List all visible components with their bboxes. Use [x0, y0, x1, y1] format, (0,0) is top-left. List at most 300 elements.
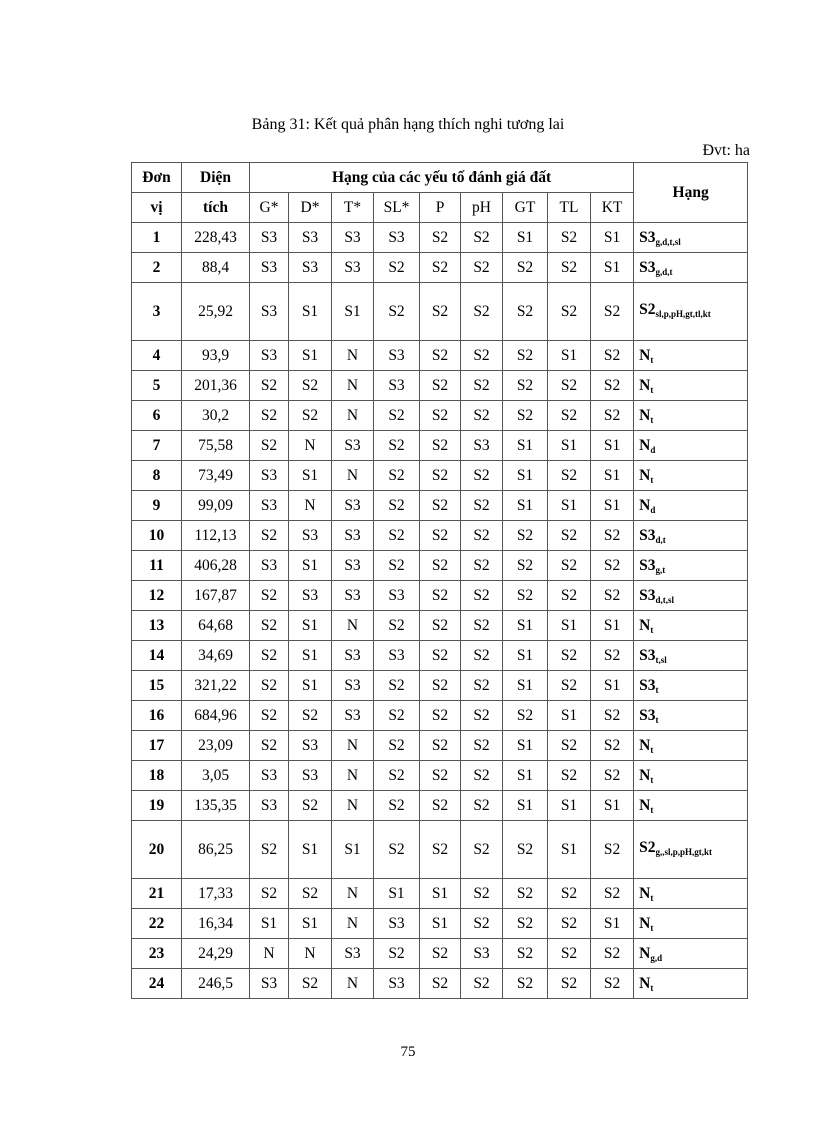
factor-cell: S2 — [591, 731, 634, 761]
factor-cell: S3 — [374, 341, 420, 371]
factor-cell: S2 — [374, 431, 420, 461]
unit-id-cell: 18 — [132, 761, 182, 791]
factor-cell: S2 — [289, 791, 332, 821]
factor-cell: S3 — [332, 223, 374, 253]
factor-cell: S2 — [289, 701, 332, 731]
unit-id-cell: 1 — [132, 223, 182, 253]
factor-cell: S2 — [591, 761, 634, 791]
table-row — [132, 879, 748, 909]
factor-cell: S2 — [548, 731, 591, 761]
rank-limiting-factors: d,t,sl — [655, 594, 674, 605]
rank-limiting-factors: sl,p,pH,gt,tl,kt — [655, 308, 711, 319]
factor-cell: S1 — [503, 641, 548, 671]
factor-cell: S2 — [374, 939, 420, 969]
rank-class: S2 — [639, 838, 656, 856]
table-row — [132, 939, 748, 969]
area-cell: 3,05 — [182, 761, 250, 791]
table-row — [132, 551, 748, 581]
factor-cell: S3 — [289, 731, 332, 761]
factor-cell: S1 — [503, 611, 548, 641]
factor-cell: N — [332, 879, 374, 909]
factor-cell: S3 — [250, 551, 289, 581]
rank-class: S3 — [639, 706, 656, 724]
factor-cell: S1 — [548, 821, 591, 879]
unit-id-cell: 17 — [132, 731, 182, 761]
factor-cell: S1 — [503, 731, 548, 761]
factor-cell: S3 — [332, 701, 374, 731]
unit-id-cell: 19 — [132, 791, 182, 821]
factor-cell: S3 — [332, 521, 374, 551]
factor-cell: S2 — [420, 671, 461, 701]
factor-cell: S2 — [461, 761, 503, 791]
header-row-1 — [132, 163, 748, 193]
rank-cell — [634, 939, 748, 969]
factor-cell: S2 — [591, 581, 634, 611]
factor-cell: N — [332, 969, 374, 999]
factor-cell: S2 — [591, 521, 634, 551]
page-number: 75 — [400, 1044, 416, 1060]
factor-cell: S2 — [461, 791, 503, 821]
area-cell: 16,34 — [182, 909, 250, 939]
factor-cell: S1 — [374, 879, 420, 909]
factor-cell: S2 — [591, 939, 634, 969]
unit-header-cont: vị — [132, 193, 182, 223]
rank-cell — [634, 641, 748, 671]
factor-cell: S2 — [374, 761, 420, 791]
factor-cell: S3 — [374, 581, 420, 611]
factor-cell: S2 — [503, 521, 548, 551]
factor-cell: S2 — [548, 641, 591, 671]
area-cell: 24,29 — [182, 939, 250, 969]
factor-cell: N — [332, 341, 374, 371]
factor-cell: S2 — [461, 909, 503, 939]
factor-cell: S1 — [548, 791, 591, 821]
rank-limiting-factors: t — [650, 774, 654, 785]
factor-cell: S1 — [503, 761, 548, 791]
unit-id-cell: 20 — [132, 821, 182, 879]
rank-limiting-factors: t — [650, 474, 654, 485]
factor-cell: S3 — [332, 431, 374, 461]
factor-cell: S2 — [503, 909, 548, 939]
rank-limiting-factors: t — [650, 982, 654, 993]
unit-id-cell: 14 — [132, 641, 182, 671]
factor-cell: S2 — [461, 491, 503, 521]
factor-cell: S2 — [461, 371, 503, 401]
factor-cell: S2 — [548, 551, 591, 581]
factor-cell: S1 — [503, 671, 548, 701]
factor-cell: S3 — [374, 223, 420, 253]
factor-cell: S1 — [289, 671, 332, 701]
factor-cell: S2 — [461, 223, 503, 253]
rank-cell — [634, 879, 748, 909]
rank-limiting-factors: t — [650, 384, 654, 395]
factor-cell: S2 — [420, 939, 461, 969]
factor-cell: S2 — [461, 521, 503, 551]
factor-cell: S2 — [461, 969, 503, 999]
rank-class: N — [639, 436, 651, 454]
rank-limiting-factors: g,d — [650, 952, 663, 963]
area-cell: 228,43 — [182, 223, 250, 253]
table-row — [132, 283, 748, 341]
area-cell: 167,87 — [182, 581, 250, 611]
rank-class: S3 — [639, 646, 656, 664]
factor-cell: N — [332, 401, 374, 431]
rank-cell — [634, 521, 748, 551]
rank-class: N — [639, 496, 651, 514]
table-row — [132, 461, 748, 491]
factor-cell: S2 — [289, 401, 332, 431]
table-row — [132, 521, 748, 551]
rank-cell — [634, 283, 748, 341]
rank-limiting-factors: g,t — [655, 564, 666, 575]
area-cell: 112,13 — [182, 521, 250, 551]
factor-cell: S1 — [289, 821, 332, 879]
unit-id-cell: 2 — [132, 253, 182, 283]
factor-cell: S2 — [374, 701, 420, 731]
unit-id-cell: 21 — [132, 879, 182, 909]
factor-cell: N — [289, 939, 332, 969]
rank-limiting-factors: t — [650, 922, 654, 933]
area-cell: 684,96 — [182, 701, 250, 731]
unit-id-cell: 23 — [132, 939, 182, 969]
factor-cell: N — [332, 909, 374, 939]
factor-cell: S2 — [503, 879, 548, 909]
factor-cell: S2 — [374, 731, 420, 761]
rank-limiting-factors: t,sl — [655, 654, 667, 665]
factor-cell: S1 — [591, 611, 634, 641]
factor-cell: S2 — [503, 939, 548, 969]
rank-class: S3 — [639, 258, 656, 276]
unit-id-cell: 3 — [132, 283, 182, 341]
factor-cell: S2 — [420, 701, 461, 731]
rank-class: S2 — [639, 300, 656, 318]
factor-cell: S2 — [461, 611, 503, 641]
factor-cell: S1 — [591, 223, 634, 253]
factor-cell: S3 — [374, 641, 420, 671]
factor-cell: N — [289, 491, 332, 521]
rank-cell — [634, 909, 748, 939]
rank-class: N — [639, 346, 651, 364]
factor-cell: S3 — [250, 223, 289, 253]
factor-cell: S3 — [289, 521, 332, 551]
rank-cell — [634, 461, 748, 491]
rank-class: S3 — [639, 586, 656, 604]
table-row — [132, 731, 748, 761]
factor-cell: S2 — [420, 431, 461, 461]
table-row — [132, 223, 748, 253]
rank-cell — [634, 223, 748, 253]
rank-class: S3 — [639, 526, 656, 544]
factor-cell: S2 — [548, 671, 591, 701]
factor-cell: S2 — [548, 253, 591, 283]
factor-cell: S2 — [503, 701, 548, 731]
factor-cell: S2 — [250, 821, 289, 879]
rank-limiting-factors: g,,sl,p,pH,gt,kt — [655, 846, 712, 857]
factor-cell: S1 — [289, 461, 332, 491]
factor-cell: S2 — [548, 909, 591, 939]
factor-cell: S2 — [250, 879, 289, 909]
rank-class: N — [639, 914, 651, 932]
factors-header: Hạng của các yếu tố đánh giá đất — [250, 163, 634, 193]
table-row — [132, 581, 748, 611]
factor-cell: S1 — [548, 341, 591, 371]
factor-cell: S1 — [503, 223, 548, 253]
factor-cell: N — [250, 939, 289, 969]
factor-header: SL* — [374, 193, 420, 223]
table-row — [132, 671, 748, 701]
factor-cell: S2 — [461, 641, 503, 671]
factor-cell: N — [332, 461, 374, 491]
factor-cell: S1 — [503, 431, 548, 461]
area-cell: 93,9 — [182, 341, 250, 371]
rank-cell — [634, 701, 748, 731]
factor-cell: S3 — [250, 761, 289, 791]
area-cell: 17,33 — [182, 879, 250, 909]
factor-cell: S2 — [250, 431, 289, 461]
unit-id-cell: 24 — [132, 969, 182, 999]
factor-header: P — [420, 193, 461, 223]
factor-cell: S1 — [289, 641, 332, 671]
area-cell: 23,09 — [182, 731, 250, 761]
unit-id-cell: 12 — [132, 581, 182, 611]
factor-cell: S1 — [548, 431, 591, 461]
rank-limiting-factors: t — [655, 714, 659, 725]
table-row — [132, 909, 748, 939]
factor-cell: S2 — [591, 879, 634, 909]
factor-cell: S1 — [503, 461, 548, 491]
unit-id-cell: 6 — [132, 401, 182, 431]
factor-cell: S2 — [420, 371, 461, 401]
factor-cell: S3 — [289, 581, 332, 611]
factor-cell: S3 — [250, 791, 289, 821]
area-cell: 30,2 — [182, 401, 250, 431]
factor-cell: S1 — [420, 879, 461, 909]
factor-cell: S2 — [420, 461, 461, 491]
factor-header: KT — [591, 193, 634, 223]
unit-id-cell: 22 — [132, 909, 182, 939]
factor-cell: S2 — [503, 581, 548, 611]
rank-class: S3 — [639, 556, 656, 574]
rank-cell — [634, 491, 748, 521]
factor-cell: S1 — [250, 909, 289, 939]
rank-cell — [634, 253, 748, 283]
factor-cell: S2 — [548, 371, 591, 401]
factor-header: D* — [289, 193, 332, 223]
factor-cell: S1 — [591, 791, 634, 821]
factor-cell: N — [332, 371, 374, 401]
area-cell: 64,68 — [182, 611, 250, 641]
table-row — [132, 641, 748, 671]
rank-cell — [634, 401, 748, 431]
unit-id-cell: 13 — [132, 611, 182, 641]
unit-label: Đvt: ha — [702, 142, 750, 159]
table-row — [132, 969, 748, 999]
rank-cell — [634, 581, 748, 611]
factor-cell: S2 — [548, 521, 591, 551]
rank-limiting-factors: g,d,t — [655, 266, 673, 277]
table-row — [132, 611, 748, 641]
area-cell: 201,36 — [182, 371, 250, 401]
rank-cell — [634, 371, 748, 401]
factor-cell: S2 — [420, 731, 461, 761]
factor-cell: S3 — [461, 939, 503, 969]
unit-id-cell: 7 — [132, 431, 182, 461]
area-cell: 246,5 — [182, 969, 250, 999]
factor-cell: S2 — [591, 371, 634, 401]
area-cell: 406,28 — [182, 551, 250, 581]
rank-cell — [634, 731, 748, 761]
rank-class: S3 — [639, 228, 656, 246]
factor-cell: S2 — [420, 223, 461, 253]
table-row — [132, 253, 748, 283]
table-row — [132, 821, 748, 879]
factor-cell: S2 — [374, 671, 420, 701]
factor-cell: S1 — [332, 821, 374, 879]
factor-cell: N — [332, 731, 374, 761]
table-row — [132, 401, 748, 431]
factor-header: T* — [332, 193, 374, 223]
unit-id-cell: 4 — [132, 341, 182, 371]
factor-header: GT — [503, 193, 548, 223]
unit-id-cell: 10 — [132, 521, 182, 551]
factor-cell: S2 — [289, 371, 332, 401]
factor-cell: S1 — [591, 671, 634, 701]
factor-cell: S2 — [461, 671, 503, 701]
table-row — [132, 371, 748, 401]
factor-cell: S2 — [250, 641, 289, 671]
rank-limiting-factors: d,t — [655, 534, 666, 545]
factor-cell: S3 — [289, 761, 332, 791]
factor-cell: S2 — [591, 641, 634, 671]
factor-cell: S2 — [503, 551, 548, 581]
rank-class: N — [639, 766, 651, 784]
factor-cell: S2 — [503, 341, 548, 371]
factor-cell: S2 — [591, 701, 634, 731]
factor-header: G* — [250, 193, 289, 223]
area-cell: 88,4 — [182, 253, 250, 283]
factor-cell: S2 — [374, 491, 420, 521]
unit-header: Đơn — [132, 163, 182, 193]
rank-class: S3 — [639, 676, 656, 694]
factor-cell: S1 — [591, 431, 634, 461]
factor-cell: S3 — [250, 341, 289, 371]
factor-cell: S2 — [250, 701, 289, 731]
rank-limiting-factors: t — [650, 804, 654, 815]
factor-cell: N — [289, 431, 332, 461]
factor-cell: S2 — [461, 731, 503, 761]
factor-cell: S3 — [374, 371, 420, 401]
factor-cell: S2 — [591, 821, 634, 879]
factor-cell: S2 — [503, 283, 548, 341]
rank-cell — [634, 791, 748, 821]
factor-cell: S2 — [461, 283, 503, 341]
unit-id-cell: 5 — [132, 371, 182, 401]
factor-cell: S1 — [289, 341, 332, 371]
factor-cell: S2 — [548, 401, 591, 431]
rank-limiting-factors: t — [650, 892, 654, 903]
unit-id-cell: 16 — [132, 701, 182, 731]
factor-cell: S2 — [503, 371, 548, 401]
unit-id-cell: 9 — [132, 491, 182, 521]
factor-cell: S3 — [332, 491, 374, 521]
rank-cell — [634, 821, 748, 879]
area-cell: 321,22 — [182, 671, 250, 701]
rank-cell — [634, 671, 748, 701]
table-row — [132, 341, 748, 371]
factor-cell: S3 — [332, 939, 374, 969]
factor-cell: S3 — [289, 253, 332, 283]
factor-cell: S1 — [289, 611, 332, 641]
factor-cell: S2 — [420, 491, 461, 521]
factor-cell: S3 — [289, 223, 332, 253]
factor-cell: S1 — [503, 791, 548, 821]
factor-cell: S3 — [250, 461, 289, 491]
factor-cell: S1 — [420, 909, 461, 939]
factor-cell: N — [332, 791, 374, 821]
table-row — [132, 761, 748, 791]
factor-cell: S2 — [461, 401, 503, 431]
unit-id-cell: 11 — [132, 551, 182, 581]
factor-cell: S2 — [548, 761, 591, 791]
factor-cell: S2 — [548, 879, 591, 909]
table-row — [132, 491, 748, 521]
factor-cell: S2 — [250, 371, 289, 401]
area-header: Diện — [182, 163, 250, 193]
factor-cell: S2 — [420, 283, 461, 341]
factor-cell: S3 — [250, 253, 289, 283]
factor-cell: S2 — [420, 401, 461, 431]
factor-cell: S3 — [332, 641, 374, 671]
factor-cell: S2 — [250, 611, 289, 641]
rank-class: N — [639, 376, 651, 394]
factor-cell: S2 — [591, 969, 634, 999]
rank-class: N — [639, 884, 651, 902]
factor-header: pH — [461, 193, 503, 223]
factor-cell: S2 — [374, 551, 420, 581]
factor-cell: S1 — [591, 461, 634, 491]
suitability-table — [131, 162, 748, 999]
table-caption: Bảng 31: Kết quả phân hạng thích nghi tương lai — [251, 116, 565, 133]
area-cell: 25,92 — [182, 283, 250, 341]
factor-cell: S2 — [420, 761, 461, 791]
factor-cell: N — [332, 761, 374, 791]
factor-cell: S2 — [461, 551, 503, 581]
factor-cell: S2 — [289, 969, 332, 999]
rank-cell — [634, 551, 748, 581]
area-cell: 73,49 — [182, 461, 250, 491]
area-cell: 99,09 — [182, 491, 250, 521]
factor-cell: S1 — [503, 491, 548, 521]
factor-cell: S2 — [591, 551, 634, 581]
factor-cell: S2 — [503, 401, 548, 431]
factor-cell: S3 — [332, 671, 374, 701]
rank-class: N — [639, 616, 651, 634]
factor-cell: S2 — [548, 223, 591, 253]
factor-cell: S2 — [548, 939, 591, 969]
factor-cell: S2 — [548, 581, 591, 611]
factor-cell: S3 — [332, 581, 374, 611]
factor-cell: S2 — [503, 821, 548, 879]
rank-limiting-factors: g,d,t,sl — [655, 236, 681, 247]
factor-cell: S2 — [591, 341, 634, 371]
factor-cell: S2 — [548, 283, 591, 341]
factor-cell: S2 — [420, 791, 461, 821]
factor-cell: S3 — [250, 283, 289, 341]
factor-cell: S2 — [420, 821, 461, 879]
unit-id-cell: 8 — [132, 461, 182, 491]
rank-class: N — [639, 466, 651, 484]
rank-class: N — [639, 406, 651, 424]
